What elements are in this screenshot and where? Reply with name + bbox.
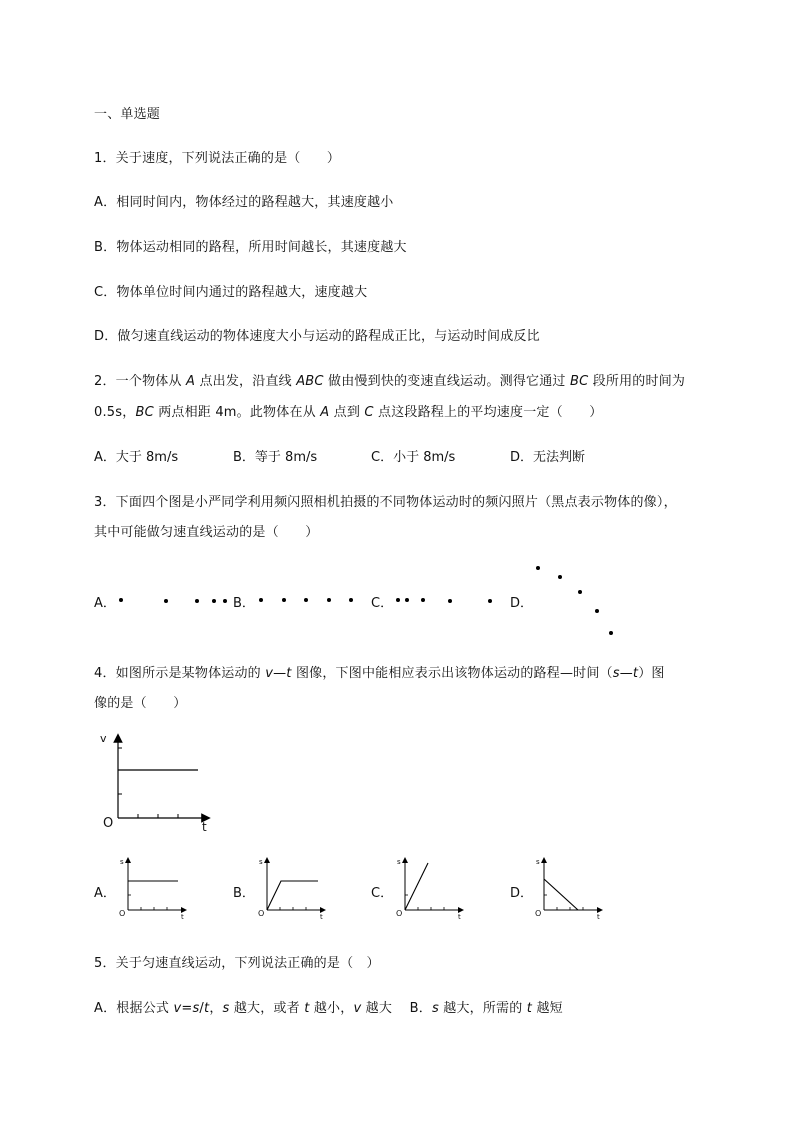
vt-origin-label: O: [103, 816, 114, 831]
q3-option-c[interactable]: C．: [371, 596, 394, 611]
q5-text: 越大，或者: [229, 1001, 305, 1016]
q2-text: 0.5s，: [94, 405, 136, 420]
st-origin: O: [258, 909, 265, 918]
q4-var: s—t: [612, 666, 639, 681]
q1-option-b[interactable]: B．物体运动相同的路程，所用时间越长，其速度越大: [94, 240, 407, 255]
st-line: [267, 881, 318, 910]
st-origin: O: [119, 909, 126, 918]
st-graph-c: [396, 858, 461, 921]
q3-option-d[interactable]: D．: [510, 596, 534, 611]
q1-stem: 1．关于速度，下列说法正确的是（ ）: [94, 151, 341, 166]
st-x-label: t: [458, 913, 461, 921]
q4-option-c[interactable]: C．: [371, 886, 394, 901]
q1-option-d[interactable]: D．做匀速直线运动的物体速度大小与运动的路程成正比，与运动时间成反比: [94, 329, 540, 344]
q5-stem: 5．关于匀速直线运动，下列说法正确的是（ ）: [94, 956, 380, 971]
q4-stem-line2: 像的是（ ）: [94, 696, 187, 711]
q2-option-c[interactable]: C．小于 8m/s: [371, 450, 456, 465]
q2-text: 做由慢到快的变速直线运动。测得它通过: [323, 374, 570, 389]
st-y-label: s: [259, 858, 263, 866]
q4-option-d[interactable]: D．: [510, 886, 534, 901]
q5-var: t: [304, 1001, 310, 1016]
q5-var: v: [353, 1001, 362, 1016]
st-line: [544, 879, 578, 910]
q2-var: A: [320, 405, 330, 420]
q2-option-d[interactable]: D．无法判断: [510, 450, 586, 465]
st-graph-d: [535, 858, 600, 921]
q2-var: BC: [135, 405, 154, 420]
q5-var: s: [431, 1001, 439, 1016]
q2-var: ABC: [296, 374, 324, 389]
q2-text: 点到: [329, 405, 365, 420]
q5-var: t: [526, 1001, 533, 1016]
q2-var: BC: [569, 374, 589, 389]
q2-option-a[interactable]: A．大于 8m/s: [94, 450, 179, 465]
st-y-label: s: [397, 858, 401, 866]
st-origin: O: [535, 909, 542, 918]
st-y-label: s: [120, 858, 124, 866]
q4-text: 4．如图所示是某物体运动的: [94, 666, 266, 681]
st-x-label: t: [181, 913, 184, 921]
q5-text: 越大，所需的: [438, 1001, 527, 1016]
q5-text: ，: [209, 1001, 223, 1016]
q5-var: t: [204, 1001, 210, 1016]
q2-var: C: [364, 405, 374, 420]
st-line: [405, 863, 428, 910]
q2-text: 段所用的时间为: [588, 374, 686, 389]
q5-var: s: [192, 1001, 200, 1016]
q1-option-c[interactable]: C．物体单位时间内通过的路程越大，速度越大: [94, 285, 368, 300]
q5-options-line[interactable]: [94, 997, 563, 1016]
q4-var: v—t: [265, 666, 292, 681]
st-x-label: t: [597, 913, 600, 921]
st-x-label: t: [320, 913, 323, 921]
q2-text: 点出发，沿直线: [195, 374, 297, 389]
q2-option-b[interactable]: B．等于 8m/s: [233, 450, 318, 465]
q2-var: A: [186, 374, 196, 389]
q3-stem-line1: 3．下面四个图是小严同学利用频闪照相机拍摄的不同物体运动时的频闪照片（黑点表示物体的像），: [94, 495, 677, 510]
q1-option-a[interactable]: A．相同时间内，物体经过的路程越大，其速度越小: [94, 195, 394, 210]
q5-text: =: [181, 1001, 193, 1016]
q5-text: 越小，: [309, 1001, 354, 1016]
q5-text: 越大 B．: [361, 1001, 432, 1016]
q2-text: 2．一个物体从: [94, 374, 187, 389]
q3-stem-line2: 其中可能做匀速直线运动的是（ ）: [94, 525, 319, 540]
q3-option-a[interactable]: A．: [94, 596, 116, 611]
st-origin: O: [396, 909, 403, 918]
vt-x-label: t: [202, 820, 207, 834]
q4-text: ）图: [638, 666, 665, 681]
q5-text: A．根据公式: [94, 1001, 174, 1016]
q5-text: 越短: [532, 1001, 563, 1016]
section-title: 一、单选题: [94, 107, 161, 122]
st-graph-b: [258, 858, 323, 921]
q5-var: s: [222, 1001, 230, 1016]
q2-text: 两点相距 4m。此物体在从: [153, 405, 321, 420]
q5-var: v: [173, 1001, 182, 1016]
q4-option-b[interactable]: B．: [233, 886, 255, 901]
st-y-label: s: [536, 858, 540, 866]
q4-option-a[interactable]: A．: [94, 886, 116, 901]
vt-y-label: v: [100, 732, 107, 745]
q2-text: 点这段路程上的平均速度一定（ ）: [373, 405, 603, 420]
q3-option-b[interactable]: B．: [233, 596, 255, 611]
q4-text: 图像，下图中能相应表示出该物体运动的路程—时间（: [291, 666, 613, 681]
q5-text: /: [199, 1001, 205, 1016]
st-graph-a: [119, 858, 184, 921]
